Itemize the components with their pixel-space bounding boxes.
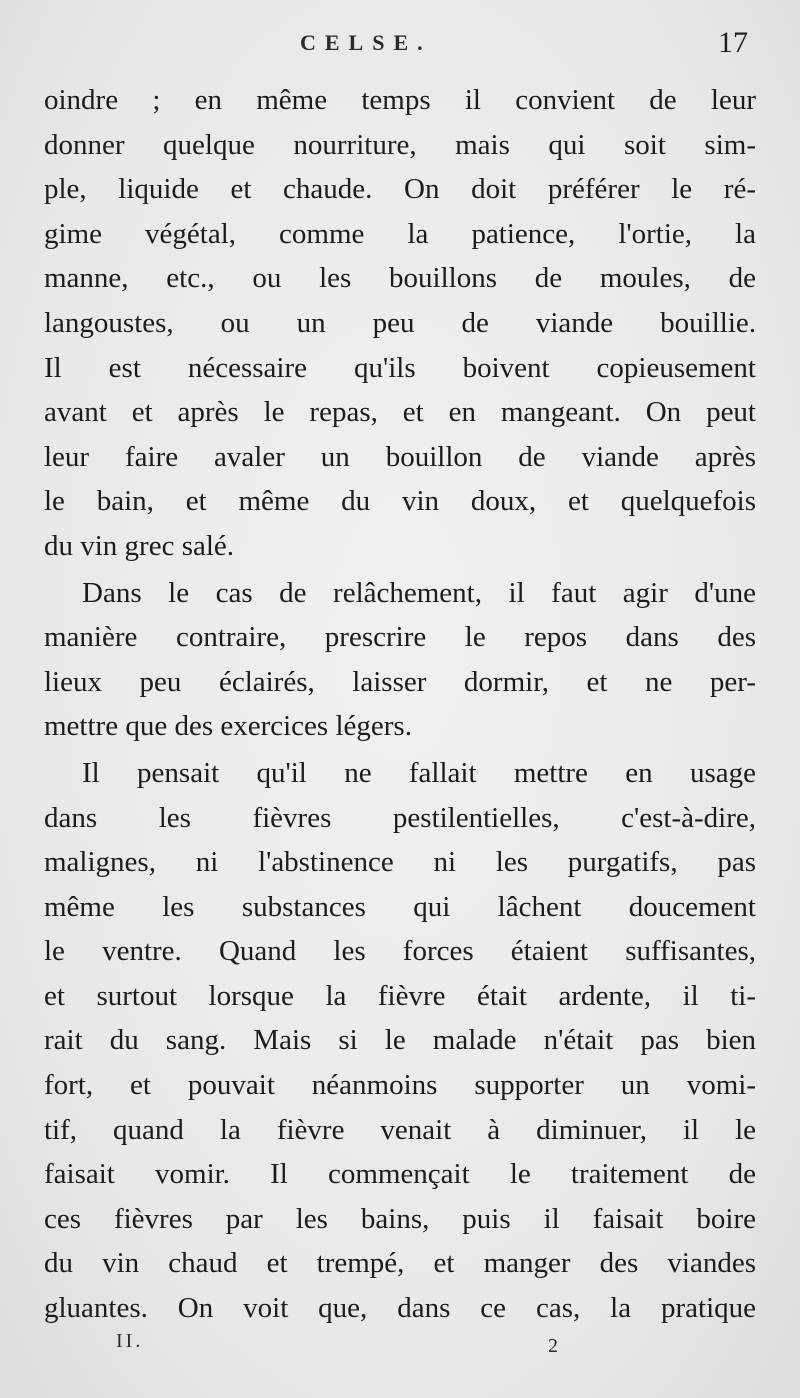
body-text xyxy=(44,78,756,1331)
text-line: faisait vomir. Il commençait le traitement de xyxy=(44,1158,756,1191)
text-line: malignes, ni l'abstinence ni les purgatifs, pas xyxy=(44,846,756,879)
text-line: ple, liquide et chaude. On doit préférer le ré- xyxy=(44,173,756,206)
sheet-number: 2 xyxy=(548,1335,558,1357)
text-line: tif, quand la fièvre venait à diminuer, il le xyxy=(44,1113,756,1146)
text-line: Dans le cas de relâchement, il faut agir d'une xyxy=(82,576,756,609)
text-line: du vin chaud et trempé, et manger des viandes xyxy=(44,1247,756,1280)
text-line: manière contraire, prescrire le repos dans des xyxy=(44,621,756,654)
text-line: manne, etc., ou les bouillons de moules, de xyxy=(44,262,756,295)
text-line: oindre ; en même temps il convient de leur xyxy=(44,84,756,116)
text-line: dans les fièvres pestilentielles, c'est-à-dire, xyxy=(44,801,756,834)
text-line: avant et après le repas, et en mangeant. On peut xyxy=(44,396,756,429)
text-line: Il pensait qu'il ne fallait mettre en usage xyxy=(82,756,756,789)
text-line: Il est nécessaire qu'ils boivent copieusement xyxy=(44,351,756,384)
text-line: gluantes. On voit que, dans ce cas, la pratique xyxy=(44,1292,756,1325)
text-line: langoustes, ou un peu de viande bouillie. xyxy=(44,306,756,339)
text-line: le bain, et même du vin doux, et quelquefois xyxy=(44,485,756,518)
text-line: du vin grec salé. xyxy=(44,529,235,562)
text-line: rait du sang. Mais si le malade n'était pas bien xyxy=(44,1024,756,1057)
text-line: ces fièvres par les bains, puis il faisait boire xyxy=(44,1202,756,1235)
paragraph-1 xyxy=(44,78,756,569)
text-line: leur faire avaler un bouillon de viande après xyxy=(44,440,756,473)
text-line: et surtout lorsque la fièvre était ardente, il ti- xyxy=(44,979,756,1012)
page-number: 17 xyxy=(718,26,748,59)
paragraph-3 xyxy=(44,751,756,1331)
text-line: mettre que des exercices légers. xyxy=(44,710,412,743)
text-line: même les substances qui lâchent doucement xyxy=(44,890,756,923)
text-line: lieux peu éclairés, laisser dormir, et ne per- xyxy=(44,665,756,698)
signature-mark: II. xyxy=(116,1330,144,1352)
text-line: donner quelque nourriture, mais qui soit sim- xyxy=(44,128,756,161)
text-line: gime végétal, comme la patience, l'ortie, la xyxy=(44,217,756,250)
paragraph-2 xyxy=(44,571,756,749)
text-line: le ventre. Quand les forces étaient suffisantes, xyxy=(44,935,756,968)
running-head: CELSE. xyxy=(300,30,432,55)
text-line: fort, et pouvait néanmoins supporter un vomi- xyxy=(44,1069,756,1102)
